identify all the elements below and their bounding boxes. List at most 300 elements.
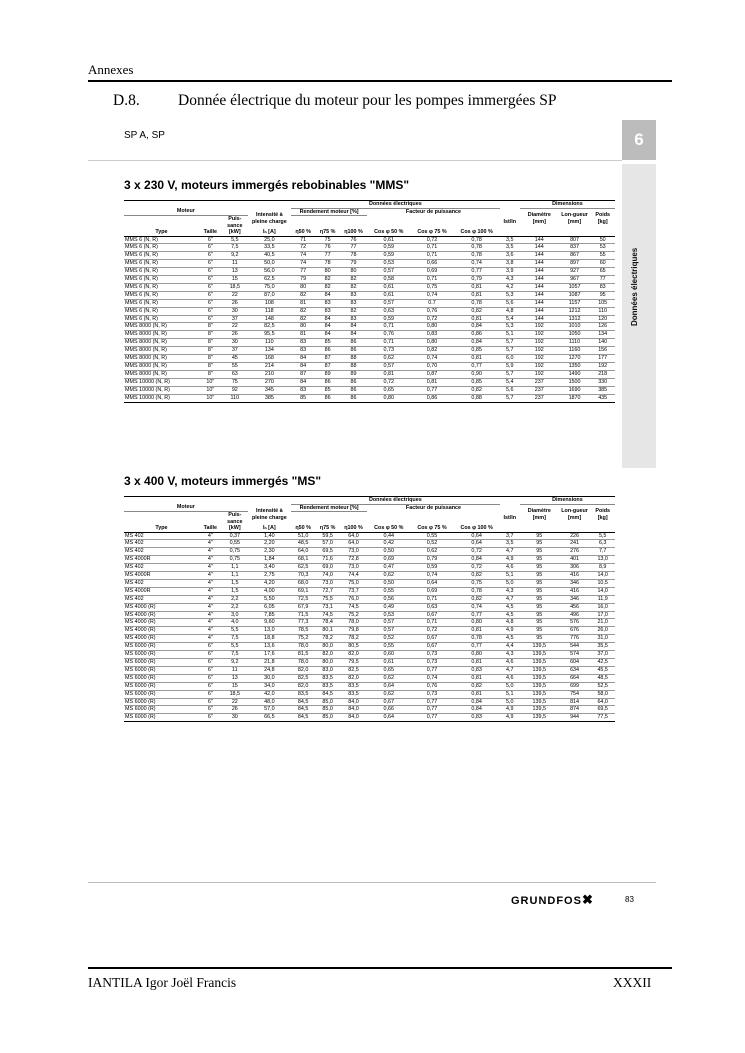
table-cell: 82	[315, 276, 339, 284]
table-cell: 0,53	[367, 260, 410, 268]
table-cell: 37,0	[590, 651, 615, 659]
table-cell: 33,5	[248, 244, 291, 252]
table-cell: 5,5	[222, 643, 248, 651]
table-cell: 699	[559, 682, 591, 690]
table-cell: 0,79	[410, 556, 453, 564]
table-cell: 416	[559, 572, 591, 580]
table-cell: 5,3	[500, 291, 520, 299]
table-cell: 10"	[199, 386, 222, 394]
table-cell: MS 6000 (R)	[124, 643, 199, 651]
table-cell: 3,5	[500, 244, 520, 252]
table-cell: 2,20	[248, 540, 291, 548]
table-cell: 0,81	[454, 355, 500, 363]
table-cell: 218	[590, 370, 615, 378]
table2-row	[124, 690, 615, 698]
table-cell: MMS 6 (N, R)	[124, 236, 199, 244]
table-cell: 35,5	[590, 643, 615, 651]
table-cell: 0,78	[454, 635, 500, 643]
table-cell: 73,0	[315, 579, 339, 587]
table-cell: 78,0	[291, 659, 315, 667]
table-cell: 2,75	[248, 572, 291, 580]
table-cell: 110	[248, 339, 291, 347]
side-band	[622, 164, 656, 468]
table-header-cell: Intensité à pleine charge	[251, 212, 287, 225]
table-cell: 0,78	[454, 587, 500, 595]
table-cell: 0,81	[454, 283, 500, 291]
table-cell: MMS 8000 (N, R)	[124, 331, 199, 339]
table-cell: 139,5	[520, 706, 559, 714]
table-cell: 7,5	[222, 635, 248, 643]
table-header-cell: Données électriques	[291, 201, 500, 209]
table-cell: 0,77	[454, 363, 500, 371]
table-cell: 346	[559, 595, 591, 603]
table-cell: 6"	[199, 690, 222, 698]
table1-row	[124, 268, 615, 276]
table-cell: 83	[340, 315, 367, 323]
table-cell: 26,0	[590, 627, 615, 635]
table-cell: 75,2	[340, 611, 367, 619]
table-cell: 86	[340, 339, 367, 347]
table-header-cell: Iₙ [A]	[248, 525, 291, 532]
table-cell: 82,0	[340, 651, 367, 659]
table-header-cell: η75 %	[315, 229, 339, 236]
table-cell: 72	[291, 244, 315, 252]
table-cell: 84,0	[340, 706, 367, 714]
table-cell: 0,62	[367, 690, 410, 698]
table-cell: 144	[520, 315, 559, 323]
table2-row	[124, 714, 615, 722]
table-header-cell: Cos φ 100 %	[454, 525, 500, 532]
table-cell: 83	[340, 299, 367, 307]
table-cell: 8"	[199, 370, 222, 378]
table-cell: 0,80	[454, 619, 500, 627]
table-cell: 86	[340, 394, 367, 402]
table-cell: MS 6000 (R)	[124, 666, 199, 674]
table-cell: 0,84	[454, 339, 500, 347]
table-cell: 2,2	[222, 595, 248, 603]
table-header-cell: Facteur de puissance	[405, 208, 462, 215]
table-cell: 0,82	[410, 347, 453, 355]
table-cell: 1,1	[222, 564, 248, 572]
scan-footer-line	[88, 882, 656, 883]
table-cell: 0,44	[367, 532, 410, 540]
table-cell: 3,5	[500, 236, 520, 244]
table-header-cell	[500, 497, 520, 505]
table-cell: 83	[291, 339, 315, 347]
table-cell: 84	[291, 378, 315, 386]
table-cell: 78,5	[291, 627, 315, 635]
table-cell: 346	[559, 579, 591, 587]
table-header-cell: Dimensions	[520, 201, 615, 209]
table-cell: 0,81	[454, 315, 500, 323]
table-cell: 3,5	[500, 540, 520, 548]
table-cell: 144	[520, 291, 559, 299]
table-cell: 0,77	[410, 386, 453, 394]
table-cell: 95	[520, 635, 559, 643]
table-cell: 78,2	[340, 635, 367, 643]
table-cell: 0,58	[367, 276, 410, 284]
table-cell: 78,0	[291, 643, 315, 651]
table-cell: MS 402	[124, 564, 199, 572]
table-cell: 0,72	[454, 564, 500, 572]
table-cell: 0,59	[410, 564, 453, 572]
table-header-cell	[291, 512, 315, 526]
table1-title: 3 x 230 V, moteurs immergés rebobinables "MMS"	[124, 178, 410, 192]
table-cell: 73,1	[315, 603, 339, 611]
table-cell: 0,67	[410, 635, 453, 643]
table-cell: 8"	[199, 347, 222, 355]
table-cell: 0,90	[454, 370, 500, 378]
table-cell: 80,1	[315, 627, 339, 635]
table-cell: 5,5	[222, 627, 248, 635]
table-cell: 92	[222, 386, 248, 394]
table-cell: 0,59	[367, 244, 410, 252]
table-cell: 4"	[199, 603, 222, 611]
table-cell: 0,77	[454, 643, 500, 651]
table-cell: MS 4000 (R)	[124, 611, 199, 619]
table-header-cell: Diamètre [mm]	[527, 212, 551, 225]
table-cell: 139,5	[520, 698, 559, 706]
table-cell: 6"	[199, 651, 222, 659]
table-cell: 0,85	[454, 378, 500, 386]
table-cell: 754	[559, 690, 591, 698]
table-cell: 4,7	[500, 548, 520, 556]
table-cell: 78,4	[315, 619, 339, 627]
table-cell: MMS 6 (N, R)	[124, 276, 199, 284]
table-cell: 0,83	[454, 714, 500, 722]
table-cell: 69,1	[291, 587, 315, 595]
table-cell: 45,5	[590, 666, 615, 674]
table-cell: 0,79	[454, 276, 500, 284]
table-cell: 13,6	[248, 643, 291, 651]
table-cell: 83	[590, 283, 615, 291]
table-cell: MS 6000 (R)	[124, 674, 199, 682]
table-cell: 21,0	[590, 619, 615, 627]
table2-row	[124, 587, 615, 595]
table-cell: 81	[291, 331, 315, 339]
table-cell: 4"	[199, 564, 222, 572]
table-cell: 7,85	[248, 611, 291, 619]
table-cell: 87	[291, 370, 315, 378]
table-cell: 0,69	[367, 556, 410, 564]
table-cell: 4,2	[500, 283, 520, 291]
chapter-tab: 6	[622, 120, 656, 160]
table-cell: 105	[590, 299, 615, 307]
table-cell: MMS 8000 (N, R)	[124, 355, 199, 363]
table-header-cell	[500, 504, 520, 512]
table2-row	[124, 651, 615, 659]
table-cell: 3,40	[248, 564, 291, 572]
table-cell: 72,5	[291, 595, 315, 603]
table-cell: 6"	[199, 682, 222, 690]
datasheet-scan	[88, 116, 656, 921]
table-cell: 25,0	[248, 236, 291, 244]
table-cell: 5,4	[500, 315, 520, 323]
table-header-cell	[559, 229, 591, 236]
table-cell: 81	[291, 299, 315, 307]
table-header-cell	[367, 512, 410, 526]
table-cell: 80	[340, 268, 367, 276]
table-cell: 84,0	[340, 698, 367, 706]
table-header-cell	[124, 216, 199, 230]
table-header-cell: Moteur	[124, 208, 248, 216]
table-cell: MS 402	[124, 540, 199, 548]
table-cell: 0,42	[367, 540, 410, 548]
table-cell: MS 402	[124, 532, 199, 540]
table-header-cell	[500, 208, 520, 216]
table-cell: 73,0	[340, 564, 367, 572]
table-cell: 4"	[199, 532, 222, 540]
table1-row	[124, 363, 615, 371]
table-cell: 4"	[199, 556, 222, 564]
table-header-cell: η100 %	[340, 229, 367, 236]
table-cell: 0,82	[454, 307, 500, 315]
table-cell: 0,67	[410, 643, 453, 651]
table-cell: 5,50	[248, 595, 291, 603]
table-cell: 15	[222, 276, 248, 284]
table-cell: 0,77	[410, 714, 453, 722]
table1	[124, 200, 615, 403]
table-cell: 79	[291, 276, 315, 284]
table-cell: 21,8	[248, 659, 291, 667]
table-cell: 6"	[199, 714, 222, 722]
table2	[124, 496, 615, 722]
table-cell: 139,5	[520, 666, 559, 674]
table2-row	[124, 659, 615, 667]
table-cell: 0,37	[222, 532, 248, 540]
table-cell: 5,0	[500, 682, 520, 690]
table-header-cell: Poids [kg]	[595, 212, 611, 225]
table-cell: 84,5	[315, 690, 339, 698]
table1-row	[124, 276, 615, 284]
table-cell: MS 4000 (R)	[124, 627, 199, 635]
table-cell: 0,73	[410, 659, 453, 667]
table-cell: 0,78	[454, 236, 500, 244]
table-cell: 0,80	[410, 339, 453, 347]
table-cell: 84	[315, 315, 339, 323]
table-cell: 79	[340, 260, 367, 268]
table-cell: 53	[590, 244, 615, 252]
page-number: XXXII	[613, 975, 652, 990]
table-cell: 4,00	[248, 587, 291, 595]
table-cell: 95,5	[248, 331, 291, 339]
table-header-cell	[520, 229, 559, 236]
table-cell: 76	[315, 244, 339, 252]
table-cell: 8"	[199, 355, 222, 363]
table-header-cell	[124, 512, 199, 526]
table-cell: 11	[222, 666, 248, 674]
table-cell: 401	[559, 556, 591, 564]
table-cell: 0,62	[367, 674, 410, 682]
table-cell: 75,0	[340, 579, 367, 587]
table-cell: 1312	[559, 315, 591, 323]
table-cell: 0,57	[367, 268, 410, 276]
table-cell: 5,7	[500, 370, 520, 378]
table-cell: 4"	[199, 611, 222, 619]
table-cell: 79,5	[340, 659, 367, 667]
table-header-cell: η50 %	[291, 229, 315, 236]
table-cell: 139,5	[520, 651, 559, 659]
table-cell: 576	[559, 619, 591, 627]
table-cell: 86	[315, 378, 339, 386]
table-cell: 82,0	[291, 666, 315, 674]
author: IANTILA Igor Joël Francis	[88, 975, 237, 990]
table-cell: 144	[520, 307, 559, 315]
table-cell: 4"	[199, 635, 222, 643]
table-cell: MMS 8000 (N, R)	[124, 347, 199, 355]
table-cell: 45	[222, 355, 248, 363]
table-cell: 237	[520, 394, 559, 402]
table-cell: 4"	[199, 572, 222, 580]
table-cell: 52,5	[590, 682, 615, 690]
table-cell: 84	[291, 355, 315, 363]
table-cell: 6,05	[248, 603, 291, 611]
table-cell: 0,62	[410, 548, 453, 556]
table-cell: 237	[520, 386, 559, 394]
table-cell: 86	[315, 394, 339, 402]
table-cell: 37	[222, 315, 248, 323]
table-header-cell	[520, 525, 559, 532]
table-cell: 0,84	[454, 706, 500, 714]
table-cell: 3,7	[500, 532, 520, 540]
table-cell: 30	[222, 339, 248, 347]
table-cell: 0,50	[367, 548, 410, 556]
table-cell: 807	[559, 236, 591, 244]
table-cell: 74,5	[315, 611, 339, 619]
table-cell: 967	[559, 276, 591, 284]
table-cell: 1,5	[222, 587, 248, 595]
table-cell: 26	[222, 299, 248, 307]
table2-row	[124, 579, 615, 587]
table-cell: 84,5	[291, 706, 315, 714]
table-cell: 108	[248, 299, 291, 307]
table-cell: 1,5	[222, 579, 248, 587]
table-cell: 3,8	[500, 260, 520, 268]
table-cell: 0,63	[367, 307, 410, 315]
table-cell: 0,71	[367, 339, 410, 347]
table-cell: 0,81	[454, 291, 500, 299]
table-cell: 84	[340, 323, 367, 331]
table-cell: 0,77	[410, 698, 453, 706]
table-cell: 8,9	[590, 564, 615, 572]
table1-row	[124, 378, 615, 386]
table-cell: 82,5	[248, 323, 291, 331]
table1-row	[124, 370, 615, 378]
table-cell: 84	[291, 363, 315, 371]
table-cell: 0,73	[367, 347, 410, 355]
logo-mark-icon: ✖	[581, 892, 594, 907]
table-cell: 276	[559, 548, 591, 556]
table-cell: 6,0	[500, 355, 520, 363]
table-cell: 6"	[199, 283, 222, 291]
table-cell: 0,71	[410, 595, 453, 603]
table-cell: 0,80	[454, 651, 500, 659]
table-cell: MS 6000 (R)	[124, 698, 199, 706]
table-header-cell	[199, 216, 222, 230]
table-cell: 9,2	[222, 659, 248, 667]
table-cell: 18,8	[248, 635, 291, 643]
table-cell: 0,75	[410, 283, 453, 291]
table-cell: 144	[520, 283, 559, 291]
table-cell: 83,0	[315, 666, 339, 674]
table-cell: 139,5	[520, 643, 559, 651]
table2-row	[124, 540, 615, 548]
table-cell: 4"	[199, 548, 222, 556]
table-cell: 177	[590, 355, 615, 363]
table-header-cell: Rendement moteur [%]	[291, 208, 367, 216]
table-header-cell	[315, 512, 339, 526]
table-cell: 0,59	[367, 252, 410, 260]
table-cell: 77	[590, 276, 615, 284]
table-cell: 59,5	[315, 532, 339, 540]
table-cell: 82	[340, 276, 367, 284]
table1-row	[124, 299, 615, 307]
table-cell: 95	[520, 619, 559, 627]
table-cell: 1270	[559, 355, 591, 363]
table-cell: 5,4	[500, 378, 520, 386]
table-cell: 83	[340, 291, 367, 299]
table-cell: 77,3	[291, 619, 315, 627]
table-header-cell: Puis-sance	[227, 216, 243, 229]
table-cell: 77	[291, 268, 315, 276]
table-cell: 192	[520, 355, 559, 363]
table-cell: MS 6000 (R)	[124, 706, 199, 714]
table-cell: 0,63	[410, 603, 453, 611]
table-cell: 80	[291, 283, 315, 291]
table-cell: 0,70	[410, 363, 453, 371]
table-cell: 87	[315, 355, 339, 363]
table-cell: 0,67	[410, 611, 453, 619]
table-cell: 82	[340, 307, 367, 315]
table-cell: 139,5	[520, 714, 559, 722]
table-cell: 4,9	[500, 556, 520, 564]
table-cell: 85	[315, 339, 339, 347]
table-cell: 84	[315, 291, 339, 299]
table-cell: 6"	[199, 236, 222, 244]
table-header-cell	[500, 525, 520, 532]
table-cell: 148	[248, 315, 291, 323]
table-cell: 78	[340, 252, 367, 260]
table-cell: MMS 6 (N, R)	[124, 283, 199, 291]
table-cell: 306	[559, 564, 591, 572]
table-cell: 0,71	[367, 323, 410, 331]
table-cell: 79,8	[340, 627, 367, 635]
table-cell: MS 6000 (R)	[124, 651, 199, 659]
table-cell: 0,71	[410, 276, 453, 284]
section-number: D.8.	[113, 92, 140, 109]
table-cell: 74	[291, 252, 315, 260]
table-cell: 6"	[199, 666, 222, 674]
table-cell: 4,8	[500, 307, 520, 315]
table-cell: MS 6000 (R)	[124, 659, 199, 667]
table-cell: 85,0	[315, 714, 339, 722]
table-cell: 71,5	[291, 611, 315, 619]
table-cell: MS 6000 (R)	[124, 714, 199, 722]
table2-row	[124, 548, 615, 556]
table-cell: 0,60	[367, 651, 410, 659]
table-cell: 84	[315, 331, 339, 339]
table-cell: MMS 8000 (N, R)	[124, 370, 199, 378]
table-cell: 95	[520, 572, 559, 580]
table-cell: 85	[315, 386, 339, 394]
table-cell: 4,9	[500, 627, 520, 635]
table-cell: 4,9	[500, 706, 520, 714]
table-cell: 10"	[199, 378, 222, 386]
table-cell: 15	[222, 682, 248, 690]
table-cell: 0,78	[454, 244, 500, 252]
table-cell: 30,0	[248, 674, 291, 682]
table-cell: 1690	[559, 386, 591, 394]
